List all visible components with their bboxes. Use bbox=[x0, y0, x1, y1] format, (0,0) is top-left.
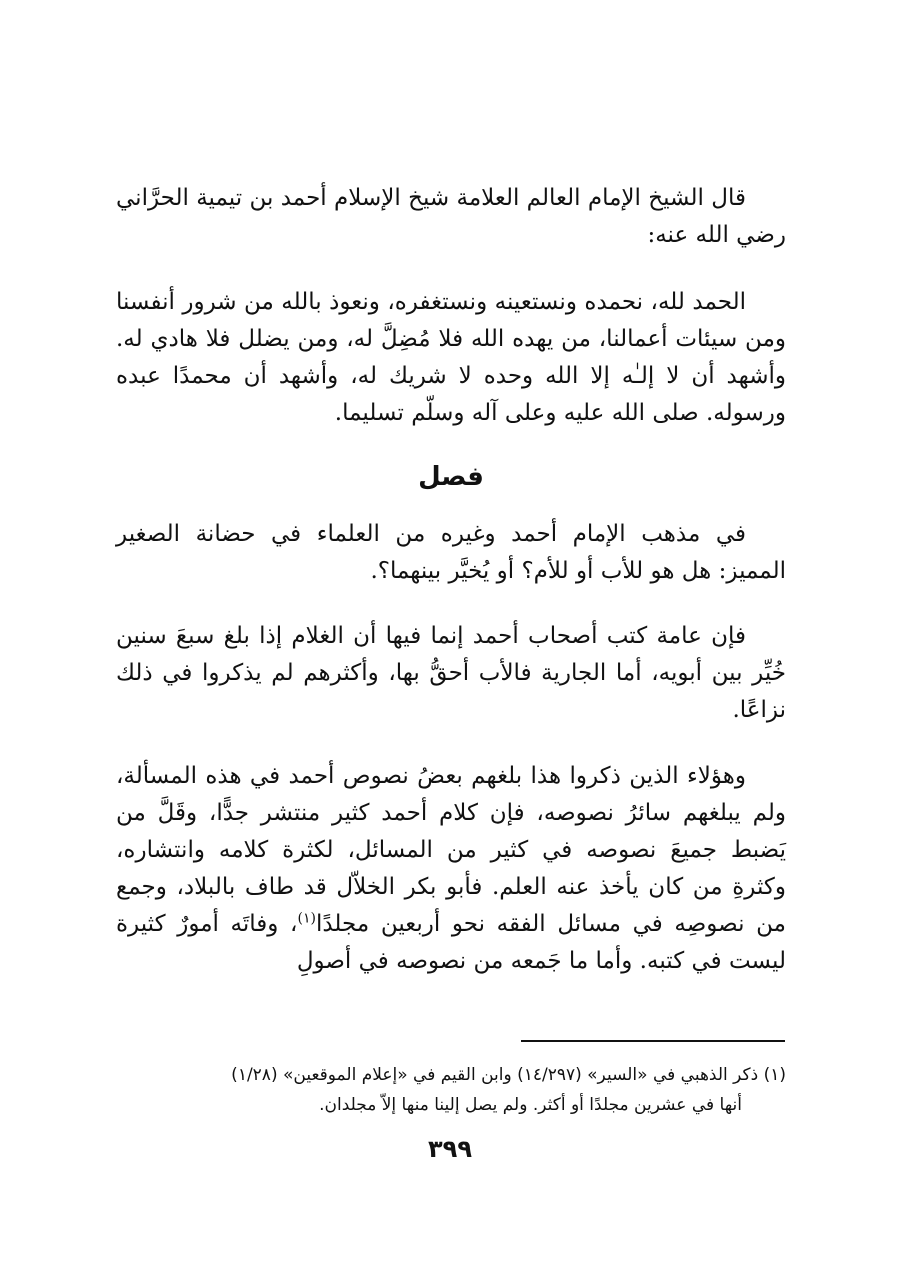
paragraph-text: قال الشيخ الإمام العالم العلامة شيخ الإسلام أحمد بن تيمية الحرَّاني رضي الله عنه: bbox=[116, 185, 786, 248]
paragraph-text: في مذهب الإمام أحمد وغيره من العلماء في حضانة الصغير المميز: هل هو للأب أو للأم؟ أو يُخيَّر بينهما؟. bbox=[116, 521, 786, 584]
footnote-marker[interactable]: (١) bbox=[297, 910, 316, 927]
footnote bbox=[116, 1060, 786, 1120]
body-paragraph-with-note bbox=[116, 758, 786, 980]
paragraph-text: فإن عامة كتب أصحاب أحمد إنما فيها أن الغلام إذا بلغ سبعَ سنين خُيِّر بين أبويه، أما الجارية فالأب أحقُّ بها، وأكثرهم لم يذكروا في ذلك نزاعًا. bbox=[116, 623, 786, 723]
paragraph-text-before-note: وهؤلاء الذين ذكروا هذا بلغهم بعضُ نصوص أحمد في هذه المسألة، ولم يبلغهم سائرُ نصوصه، فإن كلام أحمد كثير منتشر جدًّا، وقَلَّ من يَضبط جميعَ نصوصه في كثير من المسائل، لكثرة كلامه وانتشاره، وكثرةِ من كان يأخذ عنه العلم. فأبو بكر الخلاّل قد طاف بالبلاد، وجمع من نصوصِه في مسائل الفقه نحو أربعين مجلدًا bbox=[116, 763, 786, 937]
section-heading: فصل bbox=[418, 462, 484, 492]
paragraph-text-after-note: ، وفاتَه أمورٌ كثيرة ليست في كتبه. وأما ما جَمعه من نصوصه في أصولِ bbox=[116, 911, 786, 974]
body-paragraph bbox=[116, 618, 786, 729]
footnote-divider bbox=[521, 1040, 785, 1042]
question-paragraph bbox=[116, 516, 786, 590]
footnote-line: أنها في عشرين مجلدًا أو أكثر. ولم يصل إلينا منها إلاّ مجلدان. bbox=[319, 1095, 742, 1115]
opening-praise-paragraph bbox=[116, 284, 786, 432]
paragraph-text: الحمد لله، نحمده ونستعينه ونستغفره، ونعوذ بالله من شرور أنفسنا ومن سيئات أعمالنا، من يهده الله فلا مُضِلَّ له، ومن يضلل فلا هادي له. وأشهد أن لا إلـٰه إلا الله وحده لا شريك له، وأشهد أن محمدًا عبده ورسوله. صلى الله عليه وعلى آله وسلّم تسليما. bbox=[116, 289, 786, 426]
footnote-line: (١) ذكر الذهبي في «السير» (١٤/٢٩٧) وابن القيم في «إعلام الموقعين» (١/٢٨) bbox=[231, 1065, 786, 1085]
intro-paragraph bbox=[116, 180, 786, 254]
paragraph-text bbox=[116, 758, 786, 980]
page-number: ٣٩٩ bbox=[428, 1135, 472, 1163]
